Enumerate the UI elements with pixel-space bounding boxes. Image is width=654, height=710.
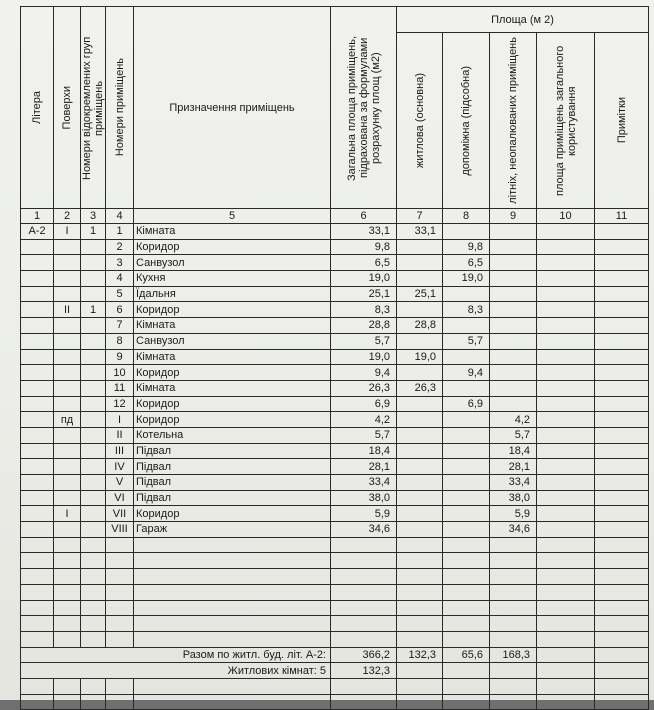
blank-row (21, 584, 649, 600)
row-auxiliary-area: 6,9 (443, 396, 490, 412)
row-room-number: 7 (106, 318, 134, 334)
summary-label: Разом по житл. буд. літ. А-2: (21, 647, 331, 663)
row-group (81, 475, 106, 491)
row-group (81, 271, 106, 287)
row-litera (21, 443, 54, 459)
row-total-area: 25,1 (331, 286, 397, 302)
header-total-area: Загальна площа приміщень, підрахована за формулами розрахунку площ (м2) (331, 7, 397, 209)
row-auxiliary-area (443, 522, 490, 538)
row-group (81, 239, 106, 255)
table-row (21, 459, 649, 475)
empty-cell (537, 443, 595, 459)
row-floor (54, 333, 81, 349)
row-total-area: 18,4 (331, 443, 397, 459)
column-number: 5 (134, 209, 331, 224)
row-living-area: 25,1 (397, 286, 443, 302)
row-litera (21, 475, 54, 491)
row-total-area: 4,2 (331, 412, 397, 428)
row-room-purpose: Санвузол (134, 333, 331, 349)
row-living-area (397, 396, 443, 412)
blank-row (21, 678, 649, 694)
row-group: 1 (81, 224, 106, 240)
row-room-number: 10 (106, 365, 134, 381)
header-living: житлова (основна) (397, 33, 443, 209)
summary-unheated: 168,3 (490, 647, 537, 663)
row-room-number: ІІІ (106, 443, 134, 459)
row-litera (21, 349, 54, 365)
row-litera (21, 522, 54, 538)
row-litera (21, 286, 54, 302)
row-unheated-area (490, 302, 537, 318)
row-room-number: IV (106, 459, 134, 475)
empty-cell (595, 490, 649, 506)
empty-cell (595, 427, 649, 443)
empty-cell (595, 522, 649, 538)
row-living-area (397, 412, 443, 428)
empty-cell (490, 663, 537, 679)
empty-cell (595, 224, 649, 240)
row-group (81, 255, 106, 271)
row-total-area: 28,1 (331, 459, 397, 475)
row-room-number: І (106, 412, 134, 428)
empty-cell (537, 663, 595, 679)
row-litera (21, 255, 54, 271)
row-group (81, 396, 106, 412)
row-living-area (397, 475, 443, 491)
row-total-area: 34,6 (331, 522, 397, 538)
row-floor (54, 365, 81, 381)
empty-cell (537, 459, 595, 475)
empty-cell (443, 663, 490, 679)
row-room-number: VІ (106, 490, 134, 506)
header-group-numbers: Номери відокремлених груп приміщень (81, 7, 106, 209)
row-litera (21, 365, 54, 381)
row-total-area: 6,5 (331, 255, 397, 271)
row-room-purpose: Підвал (134, 475, 331, 491)
row-living-area: 19,0 (397, 349, 443, 365)
row-living-area: 33,1 (397, 224, 443, 240)
row-group (81, 365, 106, 381)
table-row (21, 475, 649, 491)
empty-cell (595, 333, 649, 349)
row-room-purpose: Кімната (134, 349, 331, 365)
column-number: 3 (81, 209, 106, 224)
table-row (21, 239, 649, 255)
room-area-table (20, 6, 649, 710)
header-unheated: літніх, неопалюваних приміщень (490, 33, 537, 209)
row-room-purpose: Коридор (134, 302, 331, 318)
row-group (81, 506, 106, 522)
row-auxiliary-area (443, 490, 490, 506)
empty-cell (537, 271, 595, 287)
living-rooms-total: 132,3 (331, 663, 397, 679)
summary-total: 366,2 (331, 647, 397, 663)
row-floor (54, 255, 81, 271)
header-area-group: Площа (м 2) (397, 7, 649, 33)
row-floor (54, 490, 81, 506)
row-unheated-area: 38,0 (490, 490, 537, 506)
empty-cell (537, 647, 595, 663)
row-unheated-area (490, 286, 537, 302)
table-row (21, 506, 649, 522)
table-row (21, 349, 649, 365)
column-number: 9 (490, 209, 537, 224)
empty-cell (595, 647, 649, 663)
empty-cell (595, 443, 649, 459)
row-room-purpose: Коридор (134, 239, 331, 255)
row-floor (54, 349, 81, 365)
column-number: 8 (443, 209, 490, 224)
column-number: 10 (537, 209, 595, 224)
row-auxiliary-area (443, 380, 490, 396)
empty-cell (595, 380, 649, 396)
row-living-area (397, 255, 443, 271)
row-living-area (397, 506, 443, 522)
row-room-purpose: Кімната (134, 318, 331, 334)
row-total-area: 9,8 (331, 239, 397, 255)
row-litera (21, 302, 54, 318)
row-total-area: 8,3 (331, 302, 397, 318)
header-auxiliary: допоміжна (підсобна) (443, 33, 490, 209)
row-room-number: 8 (106, 333, 134, 349)
row-room-purpose: Кухня (134, 271, 331, 287)
empty-cell (537, 380, 595, 396)
row-living-area (397, 459, 443, 475)
row-floor (54, 286, 81, 302)
row-living-area (397, 333, 443, 349)
column-number: 11 (595, 209, 649, 224)
row-unheated-area: 5,7 (490, 427, 537, 443)
column-number: 7 (397, 209, 443, 224)
row-auxiliary-area (443, 349, 490, 365)
row-room-number: V (106, 475, 134, 491)
row-auxiliary-area: 9,4 (443, 365, 490, 381)
row-floor (54, 271, 81, 287)
row-auxiliary-area (443, 475, 490, 491)
row-unheated-area (490, 271, 537, 287)
row-auxiliary-area (443, 412, 490, 428)
row-litera: А-2 (21, 224, 54, 240)
empty-cell (595, 506, 649, 522)
row-room-purpose: Санвузол (134, 255, 331, 271)
table-row (21, 396, 649, 412)
row-room-number: VІІІ (106, 522, 134, 538)
blank-row (21, 553, 649, 569)
row-auxiliary-area (443, 443, 490, 459)
row-group (81, 490, 106, 506)
row-litera (21, 412, 54, 428)
table-row (21, 365, 649, 381)
table-row (21, 286, 649, 302)
row-total-area: 28,8 (331, 318, 397, 334)
row-litera (21, 427, 54, 443)
summary-living: 132,3 (397, 647, 443, 663)
row-unheated-area: 4,2 (490, 412, 537, 428)
row-floor: ІІ (54, 302, 81, 318)
row-room-purpose: Підвал (134, 443, 331, 459)
empty-cell (595, 318, 649, 334)
column-number-row (21, 209, 649, 224)
empty-cell (537, 255, 595, 271)
row-living-area (397, 522, 443, 538)
row-room-purpose: Кімната (134, 224, 331, 240)
column-number: 4 (106, 209, 134, 224)
row-room-purpose: Котельна (134, 427, 331, 443)
row-litera (21, 459, 54, 475)
empty-cell (537, 396, 595, 412)
row-group (81, 333, 106, 349)
row-auxiliary-area: 9,8 (443, 239, 490, 255)
row-litera (21, 318, 54, 334)
empty-cell (595, 349, 649, 365)
empty-cell (537, 365, 595, 381)
row-group (81, 427, 106, 443)
row-total-area: 6,9 (331, 396, 397, 412)
empty-cell (595, 239, 649, 255)
blank-row (21, 537, 649, 553)
row-auxiliary-area: 8,3 (443, 302, 490, 318)
row-total-area: 33,4 (331, 475, 397, 491)
blank-row (21, 600, 649, 616)
empty-cell (595, 475, 649, 491)
row-group (81, 443, 106, 459)
row-room-purpose: Коридор (134, 365, 331, 381)
row-auxiliary-area: 19,0 (443, 271, 490, 287)
row-total-area: 19,0 (331, 349, 397, 365)
row-room-purpose: Коридор (134, 412, 331, 428)
row-living-area (397, 302, 443, 318)
empty-cell (537, 427, 595, 443)
row-room-purpose: Підвал (134, 459, 331, 475)
row-floor (54, 443, 81, 459)
header-floors: Поверхи (54, 7, 81, 209)
row-auxiliary-area (443, 506, 490, 522)
column-number: 2 (54, 209, 81, 224)
row-room-purpose: Підвал (134, 490, 331, 506)
blank-row (21, 616, 649, 632)
row-total-area: 38,0 (331, 490, 397, 506)
row-group (81, 412, 106, 428)
row-room-number: VІІ (106, 506, 134, 522)
row-room-purpose: Гараж (134, 522, 331, 538)
empty-cell (537, 318, 595, 334)
row-room-purpose: Їдальня (134, 286, 331, 302)
table-row (21, 255, 649, 271)
row-room-number: 12 (106, 396, 134, 412)
header-notes: Примітки (595, 33, 649, 209)
row-auxiliary-area: 6,5 (443, 255, 490, 271)
row-unheated-area (490, 365, 537, 381)
row-floor: І (54, 224, 81, 240)
empty-cell (595, 271, 649, 287)
row-floor: І (54, 506, 81, 522)
row-total-area: 5,7 (331, 333, 397, 349)
empty-cell (595, 663, 649, 679)
row-unheated-area: 5,9 (490, 506, 537, 522)
table-row (21, 318, 649, 334)
row-total-area: 5,7 (331, 427, 397, 443)
header-purpose: Призначення приміщень (134, 7, 331, 209)
row-room-number: ІІ (106, 427, 134, 443)
empty-cell (397, 663, 443, 679)
summary-row (21, 647, 649, 663)
empty-cell (595, 302, 649, 318)
row-room-number: 1 (106, 224, 134, 240)
header-litera: Літера (21, 7, 54, 209)
row-group: 1 (81, 302, 106, 318)
row-unheated-area (490, 239, 537, 255)
column-number: 1 (21, 209, 54, 224)
empty-cell (537, 224, 595, 240)
table-row (21, 427, 649, 443)
header-room-numbers: Номери приміщень (106, 7, 134, 209)
row-litera (21, 396, 54, 412)
header-common: площа приміщень загального користування (537, 33, 595, 209)
table-row (21, 302, 649, 318)
row-room-purpose: Коридор (134, 396, 331, 412)
row-unheated-area (490, 396, 537, 412)
row-room-number: 3 (106, 255, 134, 271)
table-row (21, 224, 649, 240)
blank-row (21, 694, 649, 710)
table-row (21, 333, 649, 349)
row-unheated-area: 28,1 (490, 459, 537, 475)
living-rooms-row (21, 663, 649, 679)
row-auxiliary-area (443, 318, 490, 334)
row-floor: пд (54, 412, 81, 428)
row-litera (21, 506, 54, 522)
blank-row (21, 631, 649, 647)
row-room-number: 5 (106, 286, 134, 302)
row-total-area: 19,0 (331, 271, 397, 287)
summary-auxiliary: 65,6 (443, 647, 490, 663)
row-room-purpose: Кімната (134, 380, 331, 396)
row-group (81, 318, 106, 334)
empty-cell (595, 459, 649, 475)
empty-cell (537, 490, 595, 506)
table-row (21, 490, 649, 506)
empty-cell (537, 333, 595, 349)
table-body (21, 224, 649, 648)
empty-cell (537, 412, 595, 428)
row-group (81, 286, 106, 302)
row-living-area (397, 365, 443, 381)
row-floor (54, 522, 81, 538)
empty-cell (537, 349, 595, 365)
row-total-area: 33,1 (331, 224, 397, 240)
row-floor (54, 396, 81, 412)
row-litera (21, 239, 54, 255)
empty-cell (537, 239, 595, 255)
living-rooms-label: Житлових кімнат: 5 (21, 663, 331, 679)
empty-cell (595, 412, 649, 428)
empty-cell (537, 302, 595, 318)
row-auxiliary-area (443, 427, 490, 443)
row-total-area: 26,3 (331, 380, 397, 396)
empty-cell (595, 365, 649, 381)
row-auxiliary-area: 5,7 (443, 333, 490, 349)
row-room-number: 4 (106, 271, 134, 287)
table-row (21, 412, 649, 428)
empty-cell (537, 522, 595, 538)
empty-cell (595, 255, 649, 271)
row-unheated-area: 33,4 (490, 475, 537, 491)
row-group (81, 380, 106, 396)
row-living-area: 26,3 (397, 380, 443, 396)
row-litera (21, 380, 54, 396)
row-unheated-area: 34,6 (490, 522, 537, 538)
empty-cell (595, 286, 649, 302)
row-floor (54, 427, 81, 443)
row-living-area (397, 427, 443, 443)
row-floor (54, 459, 81, 475)
row-total-area: 5,9 (331, 506, 397, 522)
row-room-number: 2 (106, 239, 134, 255)
row-litera (21, 271, 54, 287)
row-floor (54, 239, 81, 255)
row-unheated-area (490, 255, 537, 271)
row-living-area (397, 443, 443, 459)
empty-cell (537, 286, 595, 302)
empty-cell (537, 475, 595, 491)
row-litera (21, 333, 54, 349)
row-group (81, 459, 106, 475)
row-group (81, 349, 106, 365)
row-unheated-area: 18,4 (490, 443, 537, 459)
table-row (21, 443, 649, 459)
row-litera (21, 490, 54, 506)
row-unheated-area (490, 380, 537, 396)
row-auxiliary-area (443, 286, 490, 302)
row-living-area (397, 490, 443, 506)
row-room-number: 9 (106, 349, 134, 365)
row-living-area (397, 239, 443, 255)
blank-row (21, 569, 649, 585)
row-unheated-area (490, 224, 537, 240)
table-row (21, 522, 649, 538)
table-row (21, 380, 649, 396)
row-room-number: 11 (106, 380, 134, 396)
empty-cell (595, 396, 649, 412)
row-auxiliary-area (443, 459, 490, 475)
row-floor (54, 475, 81, 491)
table-row (21, 271, 649, 287)
row-floor (54, 318, 81, 334)
row-living-area (397, 271, 443, 287)
row-unheated-area (490, 318, 537, 334)
row-group (81, 522, 106, 538)
column-number: 6 (331, 209, 397, 224)
row-auxiliary-area (443, 224, 490, 240)
row-floor (54, 380, 81, 396)
row-living-area: 28,8 (397, 318, 443, 334)
row-room-purpose: Коридор (134, 506, 331, 522)
row-unheated-area (490, 349, 537, 365)
row-total-area: 9,4 (331, 365, 397, 381)
row-room-number: 6 (106, 302, 134, 318)
row-unheated-area (490, 333, 537, 349)
empty-cell (537, 506, 595, 522)
